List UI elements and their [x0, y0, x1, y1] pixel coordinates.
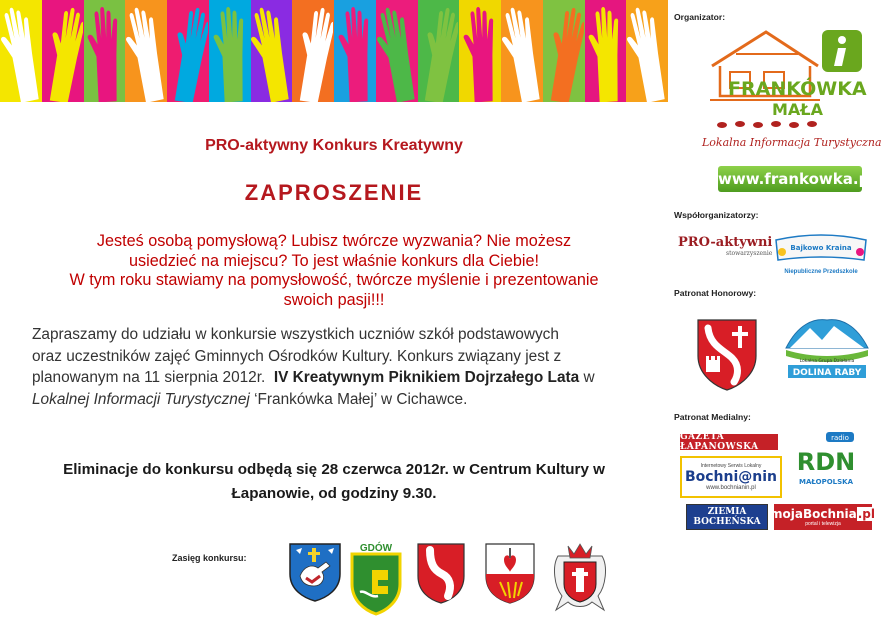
- gazeta-lapanowska-logo: GAZETA ŁAPANOWSKA: [680, 434, 778, 450]
- crest-lapanow-icon: [286, 540, 344, 602]
- lead-line: swoich pasji!!!: [283, 290, 385, 309]
- banner-stripe: [167, 0, 209, 102]
- raised-hand-icon: [460, 4, 500, 102]
- banner-stripe: [84, 0, 126, 102]
- body-text-span: ‘Frankówka Małej’ w Cichawce.: [249, 390, 468, 408]
- body-line: Zapraszamy do udziału w konkursie wszystkich uczniów szkół podstawowych: [32, 326, 559, 343]
- website-badge[interactable]: www.frankowka.pl: [718, 166, 862, 192]
- bajkowo-sub: Niepubliczne Przedszkole: [784, 269, 858, 275]
- bochnianin-text: Bochni@nin: [684, 469, 778, 485]
- banner-stripe: [501, 0, 543, 102]
- banner-stripe: [543, 0, 585, 102]
- info-center-name: Lokalnej Informacji Turystycznej: [32, 390, 250, 408]
- banner-stripe: [585, 0, 627, 102]
- ziemia-bochenska-logo: ZIEMIA BOCHEŃSKA: [686, 504, 768, 530]
- body-text-span: w: [579, 369, 595, 386]
- raised-hand-icon: [335, 4, 375, 102]
- moja-bochnia-logo: [769, 504, 876, 530]
- crest-bochnia-district-icon: [694, 316, 760, 392]
- crest-gdow-icon: [348, 540, 404, 616]
- pro-aktywni-logo: [678, 235, 772, 257]
- bochnianin-url: www.bochnianin.pl: [706, 485, 756, 491]
- banner-stripe: [376, 0, 418, 102]
- lgd-small-text: Lokalna Grupa Działania: [799, 359, 855, 364]
- rdn-region-text: MAŁOPOLSKA: [798, 478, 854, 486]
- dolina-raby-text: DOLINA RABY: [792, 368, 862, 378]
- lead-line: W tym roku stawiamy na pomysłowość, twórcze myślenie i prezentowanie: [69, 271, 599, 289]
- raised-hand-icon: [168, 4, 208, 102]
- sidebar: [668, 0, 882, 624]
- raised-hand-icon: [627, 4, 667, 102]
- raised-hand-icon: [544, 4, 584, 102]
- scope-crests: [286, 540, 646, 616]
- coorganizers-label: Współorganizatorzy:: [674, 210, 759, 220]
- banner-stripe: [418, 0, 460, 102]
- raised-hand-icon: [251, 4, 291, 102]
- raised-hand-icon: [210, 4, 250, 102]
- pro-aktywni-text: PRO-aktywni: [678, 235, 773, 250]
- bajkowo-title: Bajkowo Kraina: [790, 244, 852, 252]
- moja-tld: .pl: [857, 507, 876, 521]
- moja-text: mojaBochnia: [769, 507, 857, 521]
- banner-stripe: [209, 0, 251, 102]
- frankowka-bottom-text: MAŁA: [772, 100, 823, 119]
- bochnianin-logo: [680, 456, 782, 498]
- moja-sub: portal i telewizja: [805, 521, 841, 527]
- rdn-radio-logo-icon: [796, 432, 856, 494]
- raised-hand-icon: [585, 4, 625, 102]
- raised-hand-icon: [43, 4, 83, 102]
- organizer-label: Organizator:: [674, 12, 726, 22]
- footprints-icon: [712, 118, 832, 132]
- body-line: [32, 367, 652, 389]
- dolina-raby-logo-icon: [782, 318, 872, 380]
- bochnianin-small: Internetowy Serwis Lokalny: [700, 463, 762, 469]
- banner-stripe: [0, 0, 42, 102]
- banner-stripe: [251, 0, 293, 102]
- rdn-radio-text: radio: [831, 434, 849, 442]
- contest-subtitle: PRO-aktywny Konkurs Kreatywny: [205, 137, 463, 154]
- body-text-span: planowanym na 11 sierpnia 2012r.: [32, 369, 274, 386]
- lead-paragraph: [28, 232, 640, 310]
- crest-ornate-icon: [548, 540, 612, 616]
- elimination-line: Łapanowie, od godziny 9.30.: [231, 485, 437, 502]
- rdn-text: RDN: [796, 448, 856, 476]
- script-tagline: Lokalna Informacja Turystyczna: [702, 136, 882, 149]
- raised-hand-icon: [377, 4, 417, 102]
- page-title: ZAPROSZENIE: [244, 180, 424, 205]
- bajkowo-sign-icon: [772, 230, 870, 264]
- elimination-notice: [20, 458, 648, 506]
- banner-stripe: [42, 0, 84, 102]
- raised-hand-icon: [84, 4, 124, 102]
- picnic-name: IV Kreatywnym Piknikiem Dojrzałego Lata: [273, 369, 580, 386]
- hands-banner: [0, 0, 668, 102]
- gdow-label: GDÓW: [359, 543, 393, 554]
- honorary-label: Patronat Honorowy:: [674, 288, 757, 298]
- raised-hand-icon: [418, 4, 458, 102]
- banner-stripe: [292, 0, 334, 102]
- scope-label: Zasięg konkursu:: [172, 553, 247, 563]
- raised-hand-icon: [126, 4, 166, 102]
- frankowka-top-text: FRANKÓWKA: [728, 78, 867, 100]
- raised-hand-icon: [293, 4, 333, 102]
- body-line: oraz uczestników zajęć Gminnych Ośrodków Kultury. Konkurs związany jest z: [32, 347, 562, 365]
- pro-aktywni-sub: stowarzyszenie: [726, 250, 773, 257]
- elimination-line: Eliminacje do konkursu odbędą się 28 czerwca 2012r. w Centrum Kultury w: [63, 461, 605, 478]
- banner-stripe: [459, 0, 501, 102]
- lead-line: Jesteś osobą pomysłową? Lubisz twórcze wyzwania? Nie możesz: [96, 232, 572, 250]
- crest-red-stripe-icon: [414, 540, 468, 604]
- banner-stripe: [125, 0, 167, 102]
- banner-stripe: [334, 0, 376, 102]
- lead-line: usiedzieć na miejscu? To jest właśnie konkurs dla Ciebie!: [129, 251, 539, 270]
- body-line: [32, 389, 652, 411]
- bajkowo-kraina-logo: [772, 230, 870, 276]
- banner-stripe: [626, 0, 668, 102]
- media-label: Patronat Medialny:: [674, 412, 751, 422]
- raised-hand-icon: [1, 4, 41, 102]
- crest-half-red-icon: [482, 540, 538, 604]
- raised-hand-icon: [502, 4, 542, 102]
- body-paragraph: [32, 324, 652, 410]
